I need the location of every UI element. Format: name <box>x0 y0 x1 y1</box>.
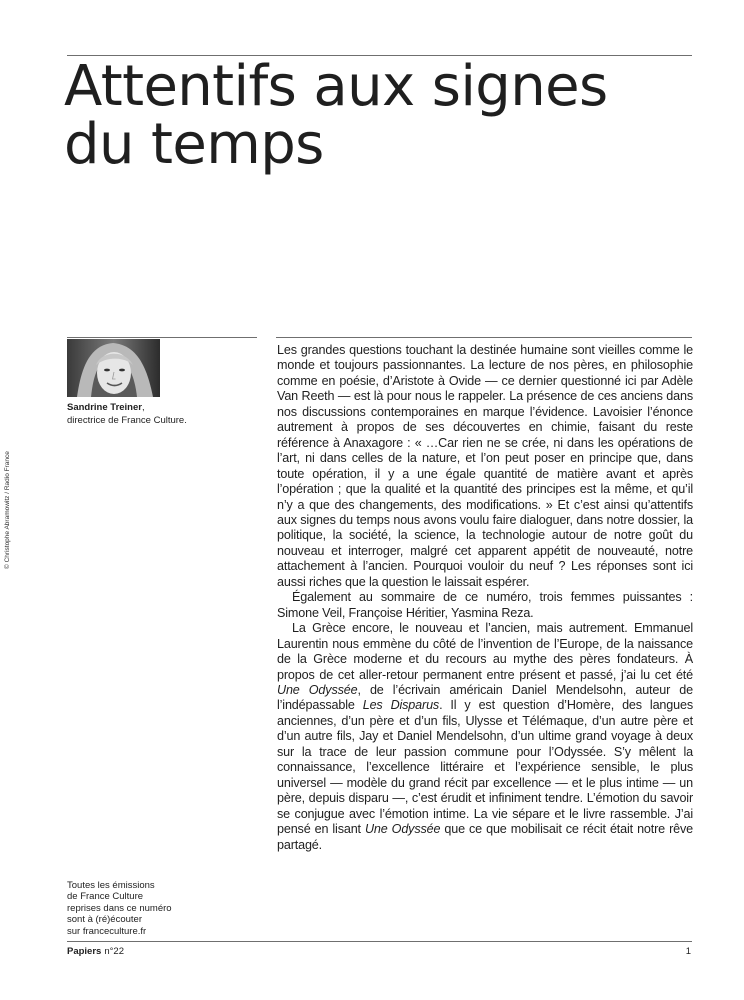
title-line-1: Attentifs aux signes <box>64 54 608 119</box>
sidebar-rule <box>67 337 257 338</box>
author-caption: Sandrine Treiner, directrice de France Culture. <box>67 402 187 426</box>
issue-number: n°22 <box>104 946 124 957</box>
author-role: directrice de France Culture. <box>67 414 187 426</box>
book-title: Une Odyssée <box>364 822 441 837</box>
book-title: Une Odyssée <box>277 682 358 697</box>
publication-name: Papiers <box>67 946 102 957</box>
photo-credit: © Christophe Abramowitz / Radio France <box>4 451 11 569</box>
paragraph-3 <box>277 621 693 853</box>
article-rule <box>276 337 692 338</box>
note-line: de France Culture <box>67 891 144 903</box>
note-line: sont à (ré)écouter <box>67 914 142 926</box>
paragraph-3-part-c: . Il y est question d’Homère, des langues anciennes, d’un père et d’un fils, Ulysse et Télémaque, d’un autre père et d’un autre fils, Jay et Daniel Mendelsohn, d’un ultime grand voyage à deux sur la trace de leur passion commune pour l’Odyssée. S’y mêlent la connaissance, l’excellence littéraire et l’expérience sensible, le plus universel — modèle du grand récit par excellence — et le plus intime — un père, depuis disparu —, c’est érudit et infiniment tendre. L’émotion du savoir se conjugue avec l’émotion intime. La vie sépare et le livre rassemble. J’ai pensé en lisant <box>277 698 693 837</box>
note-line: sur franceculture.fr <box>67 925 147 937</box>
paragraph-3-part-a: La Grèce encore, le nouveau et l’ancien, mais autrement. Emmanuel Laurentin nous emmène du côté de l’invention de l’Europe, de la naissance de la Grèce moderne et du recours au mythe des pères fondateurs. À propos de cet aller-retour permanent entre présent et passé, j’ai lu cet été <box>277 621 693 682</box>
paragraph-3-part-d: que ce que mobilisait ce récit était notre rêve partagé. <box>277 822 693 852</box>
page-title <box>64 54 704 177</box>
paragraph-1: Les grandes questions touchant la destinée humaine sont vieilles comme le monde et toujours passionnantes. La lecture de nos pères, en philosophie comme en poésie, d’Aristote à Ovide — ce dernier questionné ici par Adèle Van Reeth — est là pour nous le rappeler. La présence de ces anciens dans nos discussions contemporaines en marque l’évidence. Lavoisier l’énonce autrement à propos de ses découvertes en chimie, faisant du reste référence à Anaxagore : « …Car rien ne se crée, ni dans les opérations de l’art, ni dans celles de la nature, et l’on peut poser en principe que, dans toute opération, il y a une égale quantité de matière avant et après l’opération ; que la qualité et la quantité des principes est la même, et qu’il n’y a que des changements, des modifications. » Et c’est ainsi qu’attentifs aux signes du temps nous avons voulu faire dialoguer, dans notre dossier, la politique, la société, la science, la technologie autour de notre goût du nouveau et interroger, malgré cet apparent appétit de nouveauté, notre attachement à l’ancien. Pourquoi vouloir du neuf ? Les réponses sont ici aussi riches que la question le laissait espérer. <box>277 343 693 589</box>
author-name: Sandrine Treiner <box>67 402 142 413</box>
paragraph-3-part-b: , de l’écrivain américain Daniel Mendelsohn, auteur de l’indépassable <box>277 682 693 713</box>
paragraph-2: Également au sommaire de ce numéro, trois femmes puissantes : Simone Veil, Françoise Héritier, Yasmina Reza. <box>277 590 693 620</box>
title-line-2: du temps <box>64 112 324 177</box>
book-title: Les Disparus <box>362 698 440 713</box>
author-photo <box>67 339 160 397</box>
page-number: 1 <box>685 946 691 957</box>
note-line: reprises dans ce numéro <box>67 902 172 914</box>
editorial-body <box>277 343 693 853</box>
broadcast-note <box>67 880 217 937</box>
note-line: Toutes les émissions <box>67 880 155 891</box>
footer-publication <box>67 946 124 957</box>
footer-rule <box>67 941 692 942</box>
